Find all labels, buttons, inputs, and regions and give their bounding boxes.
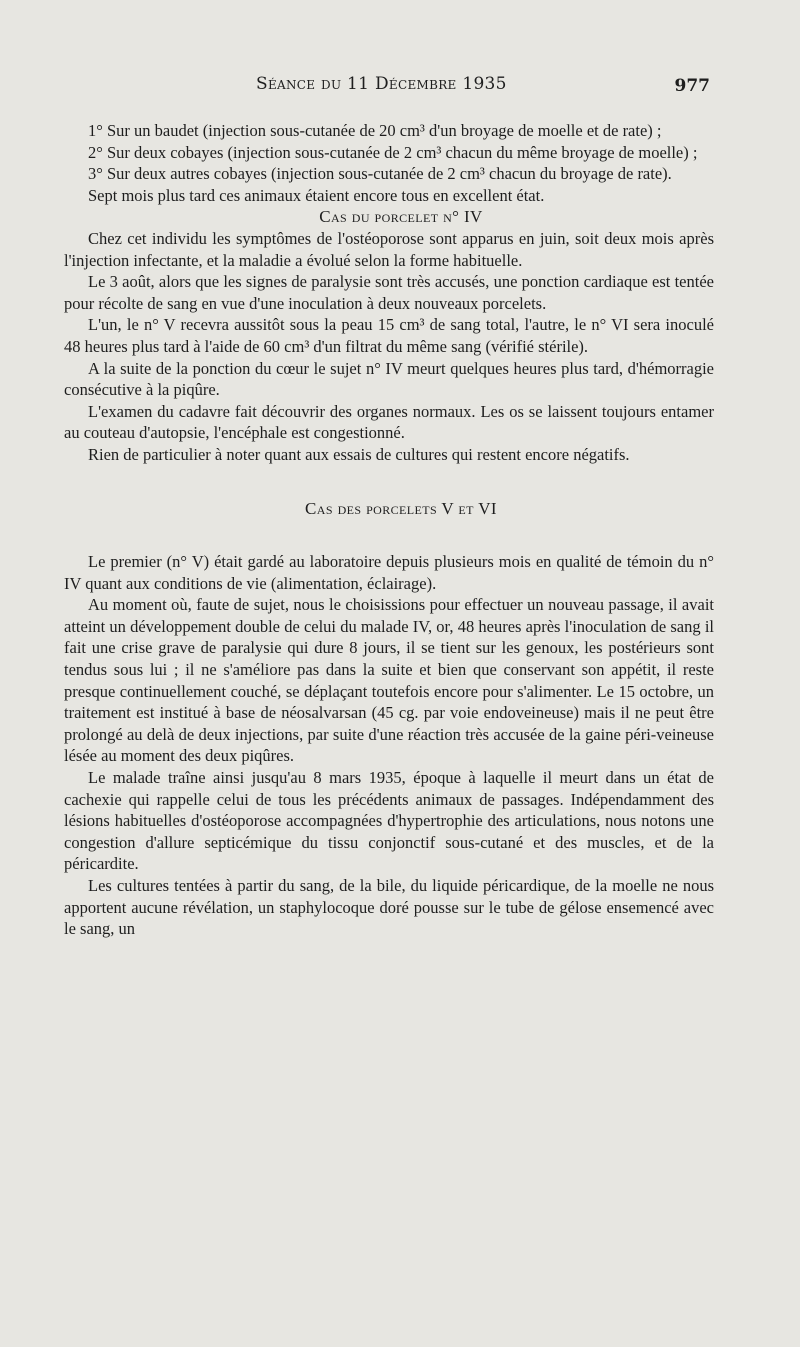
paragraph: Le malade traîne ainsi jusqu'au 8 mars 1935, époque à laquelle il meurt dans un état de cachexie qui rappelle celui de tous les précédents animaux de passages. Indépendamment des lésions habituelles d'ostéoporose accompagnées d'hypertrophie des articulations, nous notons une congestion d'allure septicémique du tissu conjonctif sous-cutané et des muscles, et de la péricardite.	[64, 768, 714, 874]
paragraph: Au moment où, faute de sujet, nous le choisissions pour effectuer un nouveau passage, il avait atteint un développement double de celui du malade IV, or, 48 heures après l'inoculation de sang il fait une crise grave de paralysie qui dure 8 jours, il se tient sur les genoux, les postérieurs sont tendus sous lui ; il ne s'améliore pas dans la suite et bien que conservant son appétit, il reste presque continuellement couché, se déplaçant toutefois encore pour s'alimenter. Le 15 octobre, un traitement est institué à base de néosalvarsan (45 cg. par voie endoveineuse) mais il ne peut être prolongé au delà de deux injections, par suite d'une réaction très accusée de la gaine péri-veineuse lésée au moment des deux piqûres.	[64, 595, 714, 766]
paragraph: Rien de particulier à noter quant aux essais de cultures qui restent encore négatifs.	[88, 444, 630, 464]
paragraph: 2° Sur deux cobayes (injection sous-cutanée de 2 cm³ chacun du même broyage de moelle) ;	[88, 142, 698, 162]
paragraph: L'examen du cadavre fait découvrir des organes normaux. Les os se laissent toujours entamer au couteau d'autopsie, l'encéphale est congestionné.	[64, 401, 714, 443]
page-body	[64, 120, 714, 940]
paragraph: 1° Sur un baudet (injection sous-cutanée de 20 cm³ d'un broyage de moelle et de rate) ;	[88, 121, 662, 140]
page-number: 977	[674, 76, 710, 96]
paragraph: Chez cet individu les symptômes de l'ostéoporose sont apparus en juin, soit deux mois après l'injection infectante, et la maladie a évolué selon la forme habituelle.	[64, 228, 714, 270]
section-heading-porcelet-iv: Cas du porcelet n° IV	[319, 207, 483, 227]
paragraph: A la suite de la ponction du cœur le sujet n° IV meurt quelques heures plus tard, d'hémorragie consécutive à la piqûre.	[64, 358, 714, 400]
section-heading-porcelets-v-vi: Cas des porcelets V et VI	[305, 498, 497, 518]
paragraph: Les cultures tentées à partir du sang, de la bile, du liquide péricardique, de la moelle ne nous apportent aucune révélation, un staphylocoque doré pousse sur le tube de gélose ensemencé avec le sang, un	[64, 876, 714, 939]
running-title: Séance du 11 Décembre 1935	[256, 74, 507, 94]
paragraph: Le 3 août, alors que les signes de paralysie sont très accusés, une ponction cardiaque est tentée pour récolte de sang en vue d'une inoculation à deux nouveaux porcelets.	[64, 272, 714, 313]
paragraph: L'un, le n° V recevra aussitôt sous la peau 15 cm³ de sang total, l'autre, le n° VI sera inoculé 48 heures plus tard à l'aide de 60 cm³ d'un filtrat du même sang (vérifié stérile).	[64, 315, 714, 356]
paragraph: 3° Sur deux autres cobayes (injection sous-cutanée de 2 cm³ chacun du broyage de rate).	[88, 164, 672, 184]
paragraph: Sept mois plus tard ces animaux étaient encore tous en excellent état.	[88, 185, 545, 205]
paragraph: Le premier (n° V) était gardé au laboratoire depuis plusieurs mois en qualité de témoin du n° IV quant aux conditions de vie (alimentation, éclairage).	[64, 552, 714, 593]
